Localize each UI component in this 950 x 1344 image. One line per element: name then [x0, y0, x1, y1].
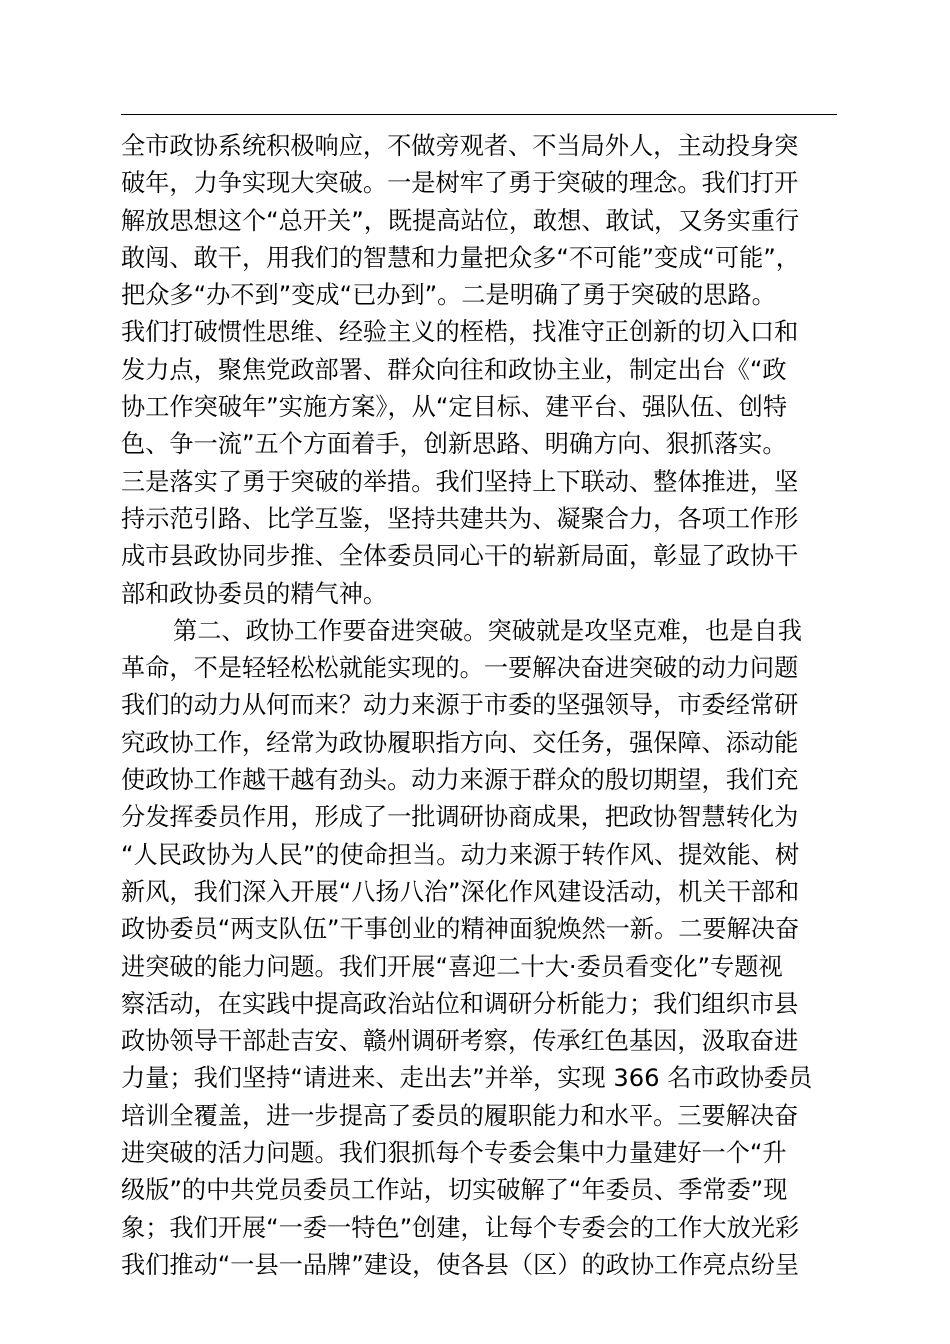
text-line: 培训全覆盖，进一步提高了委员的履职能力和水平。三要解决奋	[121, 1101, 799, 1130]
text-line: 发力点，聚焦党政部署、群众向往和政协主业，制定出台《“政	[121, 355, 787, 384]
text-line: 敢闯、敢干，用我们的智慧和力量把众多“不可能”变成“可能”，	[121, 243, 800, 272]
text-line: 新风，我们深入开展“八扬八治”深化作风建设活动，机关干部和	[121, 877, 800, 906]
text-line: 破年，力争实现大突破。一是树牢了勇于突破的理念。我们打开	[121, 169, 799, 198]
document-body	[121, 128, 837, 1284]
text-line: 究政协工作，经常为政协履职指方向、交任务，强保障、添动能	[121, 728, 799, 757]
text-line: 象；我们开展“一委一特色”创建，让每个专委会的工作大放光彩	[121, 1213, 800, 1242]
text-line: 把众多“办不到”变成“已办到”。二是明确了勇于突破的思路。	[121, 281, 776, 310]
text-line: 我们的动力从何而来？动力来源于市委的坚强领导，市委经常研	[121, 691, 799, 720]
text-line: 分发挥委员作用，形成了一批调研协商成果，把政协智慧转化为	[121, 803, 799, 832]
text-line: 三是落实了勇于突破的举措。我们坚持上下联动、整体推进，坚	[121, 467, 799, 496]
text-line: 力量；我们坚持“请进来、走出去”并举，实现 366 名市政协委员	[121, 1064, 813, 1093]
paragraph-start-line: 第二、政协工作要奋进突破。突破就是攻坚克难，也是自我	[173, 616, 802, 645]
text-line: 使政协工作越干越有劲头。动力来源于群众的殷切期望，我们充	[121, 766, 799, 795]
text-line: 进突破的活力问题。我们狠抓每个专委会集中力量建好一个“升	[121, 1139, 787, 1168]
text-line: 色、争一流”五个方面着手，创新思路、明确方向、狠抓落实。	[121, 430, 787, 459]
text-line: 进突破的能力问题。我们开展“喜迎二十大·委员看变化”专题视	[121, 952, 783, 981]
text-line: 全市政协系统积极响应，不做旁观者、不当局外人，主动投身突	[121, 132, 799, 160]
header-rule	[121, 114, 837, 115]
text-line: 我们打破惯性思维、经验主义的桎梏，找准守正创新的切入口和	[121, 318, 799, 347]
text-line: 协工作突破年”实施方案》，从“定目标、建平台、强队伍、创特	[121, 393, 788, 422]
text-line: 成市县政协同步推、全体委员同心干的崭新局面，彰显了政协干	[121, 542, 799, 571]
text-line: 政协委员“两支队伍”干事创业的精神面貌焕然一新。二要解决奋	[121, 915, 800, 944]
text-line: 解放思想这个“总开关”，既提高站位，敢想、敢试，又务实重行	[121, 206, 800, 235]
text-line: “人民政协为人民”的使命担当。动力来源于转作风、提效能、树	[121, 840, 800, 869]
text-line: 部和政协委员的精气神。	[121, 579, 388, 608]
text-line: 级版”的中共党员委员工作站，切实破解了“年委员、季常委”现	[121, 1176, 788, 1205]
text-line: 我们推动“一县一品牌”建设，使各县（区）的政协工作亮点纷呈	[121, 1250, 800, 1279]
text-line: 察活动，在实践中提高政治站位和调研分析能力；我们组织市县	[121, 989, 799, 1018]
text-line: 革命，不是轻轻松松就能实现的。一要解决奋进突破的动力问题	[121, 654, 799, 683]
text-line: 政协领导干部赴吉安、赣州调研考察，传承红色基因，汲取奋进	[121, 1027, 799, 1056]
text-line: 持示范引路、比学互鉴，坚持共建共为、凝聚合力，各项工作形	[121, 504, 799, 533]
